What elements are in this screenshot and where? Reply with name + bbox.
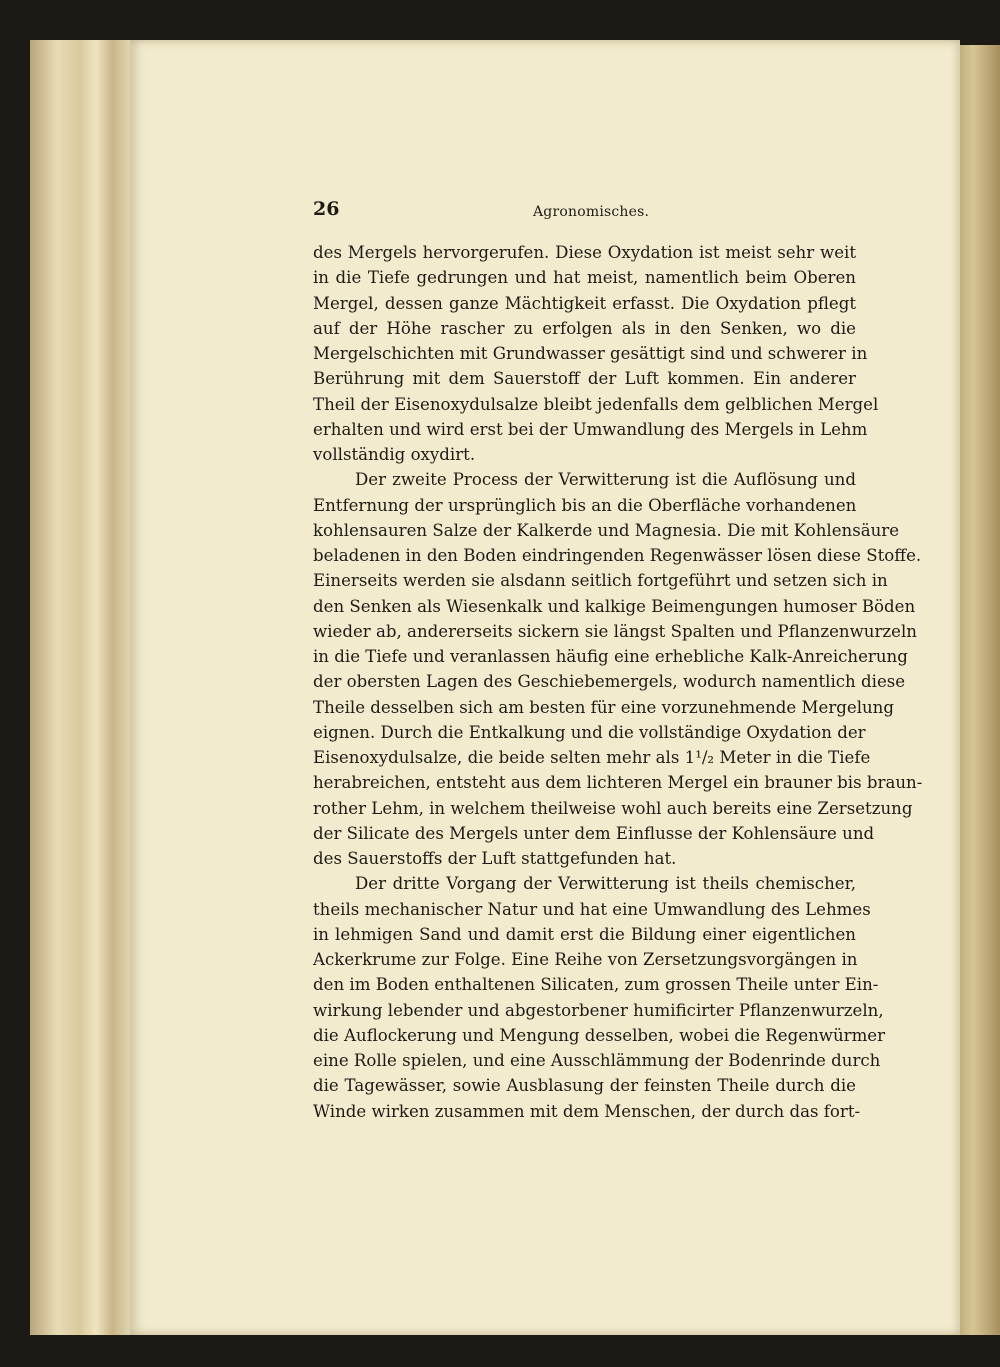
text-line: der obersten Lagen des Geschiebemergels, wodurch namentlich diese <box>313 672 906 692</box>
text-line: Der dritte Vorgang der Verwitterung ist theils chemischer, <box>355 874 856 894</box>
running-head: Agronomisches. <box>533 204 650 220</box>
text-line: auf der Höhe rascher zu erfolgen als in den Senken, wo die <box>313 318 856 338</box>
body-text <box>313 240 923 1124</box>
text-line: Berührung mit dem Sauerstoff der Luft kommen. Ein anderer <box>313 369 856 389</box>
text-line: Theile desselben sich am besten für eine vorzunehmende Mergelung <box>313 697 894 717</box>
text-line: kohlensauren Salze der Kalkerde und Magnesia. Die mit Kohlensäure <box>313 520 900 540</box>
text-line: den Senken als Wiesenkalk und kalkige Beimengungen humoser Böden <box>313 596 916 616</box>
text-line: Theil der Eisenoxydulsalze bleibt jedenfalls dem gelblichen Mergel <box>313 394 879 414</box>
text-line: Der zweite Process der Verwitterung ist die Auflösung und <box>355 470 856 490</box>
text-line: Mergel, dessen ganze Mächtigkeit erfasst. Die Oxydation pflegt <box>313 293 856 313</box>
text-line: Winde wirken zusammen mit dem Menschen, der durch das fort- <box>313 1101 861 1121</box>
text-line: herabreichen, entsteht aus dem lichteren Mergel ein brauner bis braun- <box>313 773 923 793</box>
text-line: Ackerkrume zur Folge. Eine Reihe von Zersetzungsvorgängen in <box>313 950 858 969</box>
text-line: eine Rolle spielen, und eine Ausschlämmung der Bodenrinde durch <box>313 1051 881 1070</box>
text-line: vollständig oxydirt. <box>313 445 476 464</box>
text-line: Eisenoxydulsalze, die beide selten mehr als 1¹/₂ Meter in die Tiefe <box>313 748 871 767</box>
text-line: rother Lehm, in welchem theilweise wohl auch bereits eine Zersetzung <box>313 798 913 818</box>
text-line: wieder ab, andererseits sickern sie längst Spalten und Pflanzenwurzeln <box>313 621 917 641</box>
text-line: der Silicate des Mergels unter dem Einflusse der Kohlensäure und <box>313 823 875 843</box>
page-number: 26 <box>313 198 340 220</box>
text-line: in die Tiefe und veranlassen häufig eine erhebliche Kalk-Anreicherung <box>313 647 908 666</box>
text-line: beladenen in den Boden eindringenden Regenwässer lösen diese Stoffe. <box>313 546 922 565</box>
text-line: des Sauerstoffs der Luft stattgefunden hat. <box>313 849 677 868</box>
page-stack-edge-left <box>30 40 140 1335</box>
text-line: eignen. Durch die Entkalkung und die vollständige Oxydation der <box>313 722 866 742</box>
text-line: in lehmigen Sand und damit erst die Bildung einer eigentlichen <box>313 924 856 944</box>
text-line: Einerseits werden sie alsdann seitlich fortgeführt und setzen sich in <box>313 571 888 591</box>
text-line: wirkung lebender und abgestorbener humificirter Pflanzenwurzeln, <box>313 1000 884 1020</box>
text-line: die Tagewässer, sowie Ausblasung der feinsten Theile durch die <box>313 1076 856 1096</box>
page-header <box>313 198 856 228</box>
text-line: die Auflockerung und Mengung desselben, wobei die Regenwürmer <box>313 1025 886 1045</box>
text-line: in die Tiefe gedrungen und hat meist, namentlich beim Oberen <box>313 268 856 288</box>
text-line: theils mechanischer Natur und hat eine Umwandlung des Lehmes <box>313 899 871 919</box>
text-line: des Mergels hervorgerufen. Diese Oxydation ist meist sehr weit <box>313 243 856 262</box>
text-line: den im Boden enthaltenen Silicaten, zum grossen Theile unter Ein- <box>313 975 879 995</box>
text-line: erhalten und wird erst bei der Umwandlung des Mergels in Lehm <box>313 419 868 439</box>
text-line: Mergelschichten mit Grundwasser gesättigt sind und schwerer in <box>313 344 868 363</box>
page-stack-edge-right <box>955 45 1000 1335</box>
text-line: Entfernung der ursprünglich bis an die Oberfläche vorhandenen <box>313 495 857 515</box>
